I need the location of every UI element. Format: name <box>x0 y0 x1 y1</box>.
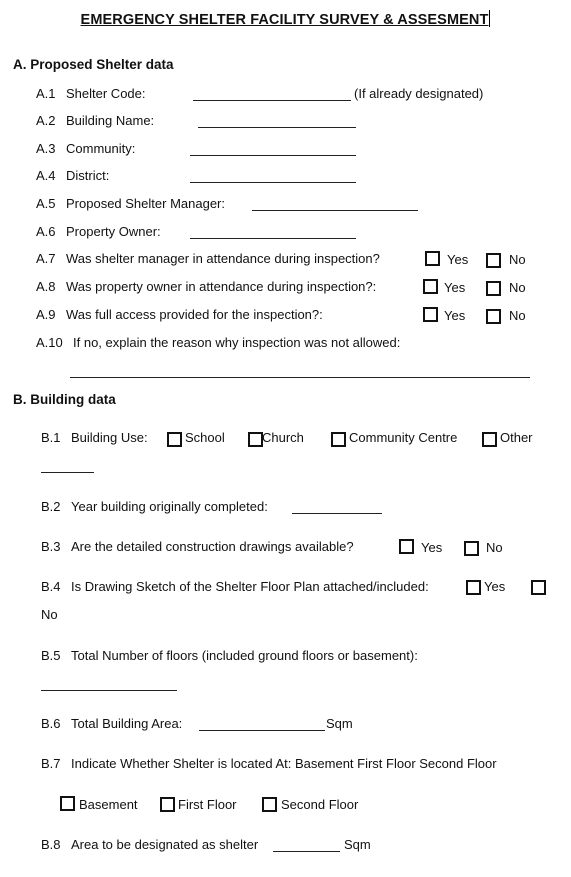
a10-number: A.10 <box>36 335 63 350</box>
b3-yes-checkbox[interactable] <box>399 539 414 554</box>
district-field[interactable] <box>190 182 356 183</box>
b7-second-floor-checkbox[interactable] <box>262 797 277 812</box>
a1-label: Shelter Code: <box>66 86 146 101</box>
b8-label: Area to be designated as shelter <box>71 837 259 852</box>
property-owner-field[interactable] <box>190 238 356 239</box>
b1-church-checkbox[interactable] <box>248 432 263 447</box>
a2-label: Building Name: <box>66 113 155 128</box>
a9-number: A.9 <box>36 307 56 322</box>
a9-yes-label: Yes <box>444 308 466 323</box>
form-title: EMERGENCY SHELTER FACILITY SURVEY & ASSESMENT <box>80 12 489 28</box>
a6-label: Property Owner: <box>66 224 161 239</box>
a9-no-checkbox[interactable] <box>486 309 501 324</box>
b3-no-checkbox[interactable] <box>464 541 479 556</box>
b8-number: B.8 <box>41 837 61 852</box>
a9-no-label: No <box>509 308 526 323</box>
a3-label: Community: <box>66 141 136 156</box>
a7-no-label: No <box>509 252 526 267</box>
b1-community-centre-checkbox[interactable] <box>331 432 346 447</box>
a8-no-label: No <box>509 280 526 295</box>
b1-community-centre-label: Community Centre <box>349 430 458 445</box>
a1-suffix: (If already designated) <box>354 86 484 101</box>
b7-second-floor-label: Second Floor <box>281 797 359 812</box>
a5-label: Proposed Shelter Manager: <box>66 196 225 211</box>
a7-number: A.7 <box>36 251 56 266</box>
community-field[interactable] <box>190 155 356 156</box>
a9-label: Was full access provided for the inspection?: <box>66 307 323 322</box>
shelter-area-field[interactable] <box>273 851 340 852</box>
b7-first-floor-label: First Floor <box>178 797 237 812</box>
building-name-field[interactable] <box>198 127 356 128</box>
b7-basement-checkbox[interactable] <box>60 796 75 811</box>
a8-number: A.8 <box>36 279 56 294</box>
b6-unit: Sqm <box>326 716 353 731</box>
b5-number: B.5 <box>41 648 61 663</box>
b1-label: Building Use: <box>71 430 148 445</box>
b3-yes-label: Yes <box>421 540 443 555</box>
a7-yes-checkbox[interactable] <box>425 251 440 266</box>
b7-first-floor-checkbox[interactable] <box>160 797 175 812</box>
a7-no-checkbox[interactable] <box>486 253 501 268</box>
inspection-reason-field[interactable] <box>70 377 530 378</box>
b1-number: B.1 <box>41 430 61 445</box>
b3-no-label: No <box>486 540 503 555</box>
a9-yes-checkbox[interactable] <box>423 307 438 322</box>
b7-number: B.7 <box>41 756 61 771</box>
a1-number: A.1 <box>36 86 56 101</box>
a8-no-checkbox[interactable] <box>486 281 501 296</box>
section-b-heading: B. Building data <box>13 392 116 407</box>
b6-label: Total Building Area: <box>71 716 183 731</box>
b3-number: B.3 <box>41 539 61 554</box>
b3-label: Are the detailed construction drawings available? <box>71 539 354 554</box>
b1-other-checkbox[interactable] <box>482 432 497 447</box>
shelter-manager-field[interactable] <box>252 210 418 211</box>
b1-school-label: School <box>185 430 225 445</box>
b1-church-label: Church <box>262 430 304 445</box>
b2-number: B.2 <box>41 499 61 514</box>
b4-yes-checkbox[interactable] <box>466 580 481 595</box>
a2-number: A.2 <box>36 113 56 128</box>
b6-number: B.6 <box>41 716 61 731</box>
number-of-floors-field[interactable] <box>41 690 177 691</box>
b4-yes-label: Yes <box>484 579 506 594</box>
a8-yes-label: Yes <box>444 280 466 295</box>
b1-other-label: Other <box>500 430 533 445</box>
year-completed-field[interactable] <box>292 513 382 514</box>
b1-school-checkbox[interactable] <box>167 432 182 447</box>
b8-unit: Sqm <box>344 837 371 852</box>
a5-number: A.5 <box>36 196 56 211</box>
a8-yes-checkbox[interactable] <box>423 279 438 294</box>
b7-basement-label: Basement <box>79 797 138 812</box>
b4-number: B.4 <box>41 579 61 594</box>
text-cursor <box>489 10 490 27</box>
building-area-field[interactable] <box>199 730 325 731</box>
section-a-heading: A. Proposed Shelter data <box>13 57 174 72</box>
b4-no-label: No <box>41 607 58 622</box>
b7-label: Indicate Whether Shelter is located At: Basement First Floor Second Floor <box>71 756 497 771</box>
a7-label: Was shelter manager in attendance during inspection? <box>66 251 380 266</box>
a8-label: Was property owner in attendance during inspection?: <box>66 279 377 294</box>
shelter-code-field[interactable] <box>193 100 351 101</box>
b4-no-checkbox[interactable] <box>531 580 546 595</box>
a4-label: District: <box>66 168 110 183</box>
b2-label: Year building originally completed: <box>71 499 268 514</box>
b4-label: Is Drawing Sketch of the Shelter Floor Plan attached/included: <box>71 579 429 594</box>
a10-label: If no, explain the reason why inspection was not allowed: <box>73 335 401 350</box>
a3-number: A.3 <box>36 141 56 156</box>
b1-other-field[interactable] <box>41 472 94 473</box>
a6-number: A.6 <box>36 224 56 239</box>
a7-yes-label: Yes <box>447 252 469 267</box>
a4-number: A.4 <box>36 168 56 183</box>
b5-label: Total Number of floors (included ground floors or basement): <box>71 648 418 663</box>
